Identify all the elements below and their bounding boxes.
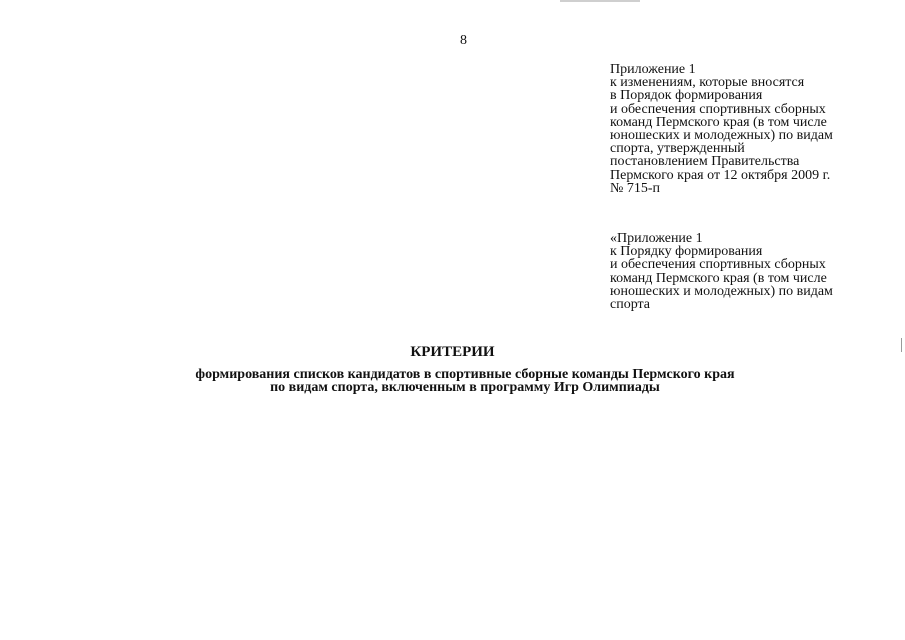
appendix-2-line: и обеспечения спортивных сборных — [610, 257, 826, 273]
appendix-1-line: Приложение 1 — [610, 62, 696, 77]
appendix-1-line: юношеских и молодежных) по видам — [610, 128, 833, 144]
scan-artifact-top — [560, 0, 640, 2]
appendix-1-line: постановлением Правительства — [610, 154, 800, 170]
appendix-2-block — [610, 232, 870, 311]
criteria-subtitle — [30, 368, 900, 394]
criteria-subtitle-line: по видам спорта, включенным в программу Игр Олимпиады — [270, 380, 660, 396]
criteria-title: КРИТЕРИИ — [410, 344, 495, 360]
appendix-1-line: к изменениям, которые вносятся — [610, 75, 805, 91]
appendix-1-line: спорта, утвержденный — [610, 141, 745, 157]
appendix-1-line: Пермского края от 12 октября 2009 г. — [610, 167, 831, 183]
appendix-1-line: и обеспечения спортивных сборных — [610, 101, 826, 117]
appendix-1-line: в Порядок формирования — [610, 88, 763, 104]
appendix-2-line: спорта — [610, 297, 651, 313]
appendix-2-line: юношеских и молодежных) по видам — [610, 283, 833, 299]
appendix-2-line: к Порядку формирования — [610, 244, 763, 260]
appendix-1-line: № 715-п — [610, 180, 661, 196]
appendix-2-line: команд Пермского края (в том числе — [610, 270, 827, 286]
appendix-1-block — [610, 63, 870, 195]
criteria-subtitle-line: формирования списков кандидатов в спортивные сборные команды Пермского края — [195, 367, 735, 382]
appendix-1-line: команд Пермского края (в том числе — [610, 114, 827, 130]
page-number: 8 — [460, 33, 467, 48]
appendix-2-line: «Приложение 1 — [610, 231, 703, 246]
